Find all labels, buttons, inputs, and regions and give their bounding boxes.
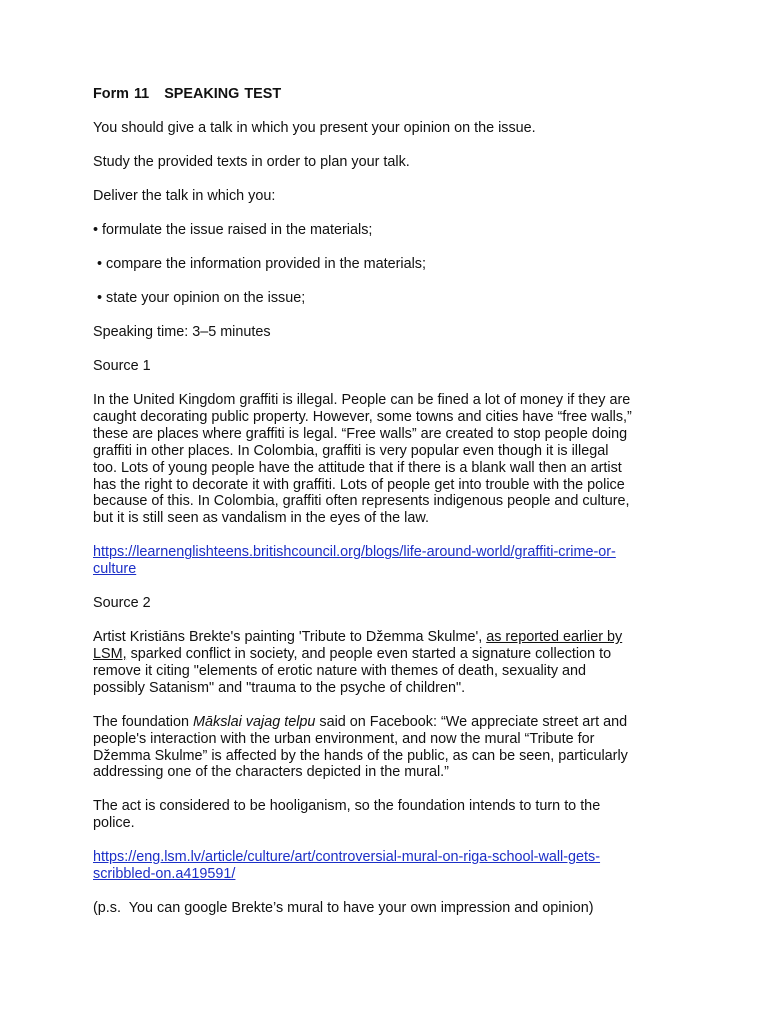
- text-fragment: said on Facebook: “We appreciate street art and: [315, 713, 628, 730]
- test-title: SPEAKING TEST: [164, 86, 282, 102]
- paragraph-line: graffiti in other places. In Colombia, graffiti is very popular even though it is illegal: [93, 442, 609, 459]
- source2-url-line[interactable]: scribbled-on.a419591/: [93, 866, 236, 883]
- document-page: [93, 86, 683, 917]
- deliver-text: Deliver the talk in which you:: [93, 188, 276, 204]
- bullet-formulate: • formulate the issue raised in the materials;: [93, 222, 373, 238]
- paragraph-line: Džemma Skulme” is affected by the hands of the public, as can be seen, particularly: [93, 747, 628, 764]
- foundation-name: Mākslai vajag telpu: [193, 713, 316, 730]
- bullet-opinion: • state your opinion on the issue;: [93, 290, 306, 306]
- source2-paragraph-3: [93, 798, 683, 832]
- paragraph-line: [93, 714, 683, 731]
- text-fragment: Artist Kristiāns Brekte's painting 'Tribute to Džemma Skulme',: [93, 629, 487, 646]
- bullet-compare: • compare the information provided in the materials;: [93, 256, 426, 272]
- source1-link[interactable]: [93, 544, 683, 578]
- study-text: Study the provided texts in order to plan your talk.: [93, 154, 410, 170]
- paragraph-line: because of this. In Colombia, graffiti often represents indigenous people and culture,: [93, 493, 630, 510]
- text-fragment: The foundation: [93, 713, 194, 730]
- page-title: [93, 86, 683, 103]
- source1-url-line[interactable]: https://learnenglishteens.britishcouncil.org/blogs/life-around-world/graffiti-crime-or-: [93, 544, 616, 561]
- paragraph-line: addressing one of the characters depicted in the mural.”: [93, 764, 449, 781]
- paragraph-line: police.: [93, 815, 135, 832]
- paragraph-line: [93, 629, 683, 646]
- speaking-time: Speaking time: 3–5 minutes: [93, 324, 271, 340]
- text-fragment: sparked conflict in society, and people even started a signature collection to: [126, 645, 612, 662]
- footnote: (p.s. You can google Brekte’s mural to have your own impression and opinion): [93, 899, 594, 916]
- source1-heading: Source 1: [93, 358, 151, 374]
- source2-heading: Source 2: [93, 595, 151, 612]
- source1-paragraph: [93, 392, 683, 527]
- lsm-report-link[interactable]: as reported earlier by: [486, 629, 623, 646]
- paragraph-line: [93, 646, 683, 663]
- paragraph-line: caught decorating public property. However, some towns and cities have “free walls,”: [93, 408, 632, 425]
- lsm-link[interactable]: LSM,: [93, 645, 127, 662]
- paragraph-line: people's interaction with the urban environment, and now the mural “Tribute for: [93, 730, 595, 747]
- source2-link[interactable]: [93, 849, 683, 883]
- source2-paragraph-2: [93, 714, 683, 782]
- paragraph-line: has the right to decorate it with graffiti. Lots of people get into trouble with the police: [93, 476, 625, 493]
- source2-url-line[interactable]: https://eng.lsm.lv/article/culture/art/controversial-mural-on-riga-school-wall-gets-: [93, 849, 601, 866]
- paragraph-line: The act is considered to be hooliganism, so the foundation intends to turn to the: [93, 798, 601, 815]
- paragraph-line: these are places where graffiti is legal. “Free walls” are created to stop people doing: [93, 425, 628, 442]
- source2-paragraph-1: [93, 629, 683, 697]
- paragraph-line: possibly Satanism" and "trauma to the psyche of children".: [93, 679, 466, 696]
- source1-url-line[interactable]: culture: [93, 561, 137, 578]
- paragraph-line: too. Lots of young people have the attitude that if there is a blank wall then an artist: [93, 459, 622, 476]
- intro-text: You should give a talk in which you present your opinion on the issue.: [93, 120, 536, 136]
- paragraph-line: but it is still seen as vandalism in the eyes of the law.: [93, 510, 429, 527]
- paragraph-line: remove it citing "elements of erotic nature with themes of death, sexuality and: [93, 662, 587, 679]
- form-number: Form 11: [93, 86, 150, 102]
- paragraph-line: In the United Kingdom graffiti is illegal. People can be fined a lot of money if they are: [93, 392, 631, 408]
